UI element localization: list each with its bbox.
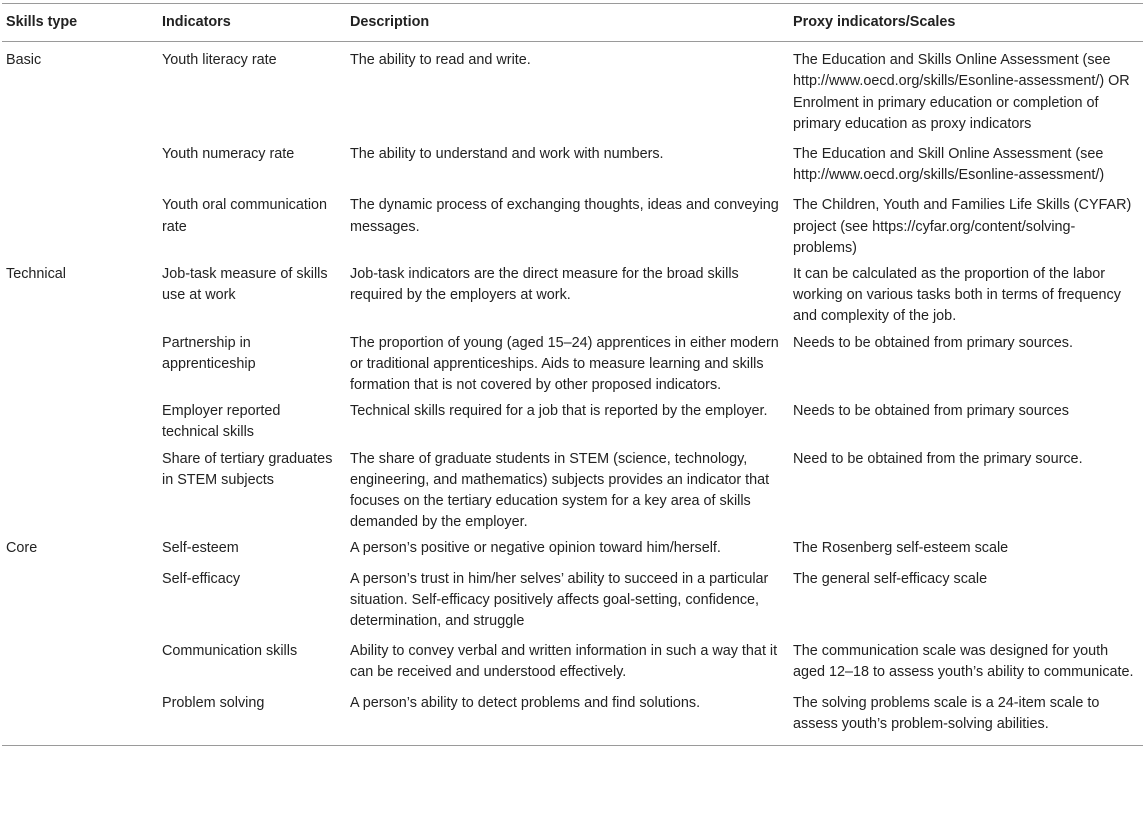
header-description: Description	[346, 4, 789, 42]
cell-proxy: The general self-efficacy scale	[793, 570, 988, 587]
cell-proxy: Need to be obtained from the primary source.	[793, 450, 1083, 467]
cell-skills-type	[2, 689, 158, 746]
table-row	[2, 689, 1143, 746]
cell-description: Ability to convey verbal and written information in such a way that it can be received and understood effectively.	[350, 643, 778, 681]
cell-proxy: The Rosenberg self-esteem scale	[793, 540, 1009, 557]
header-skills-type: Skills type	[2, 4, 158, 42]
cell-proxy: Needs to be obtained from primary sources	[793, 403, 1069, 420]
cell-skills-type: Basic	[6, 52, 42, 69]
cell-proxy: The Children, Youth and Families Life Skills (CYFAR) project (see https://cyfar.org/content/solving-problems)	[793, 197, 1132, 256]
cell-description: The dynamic process of exchanging thoughts, ideas and conveying messages.	[350, 197, 779, 235]
cell-description: Technical skills required for a job that is reported by the employer.	[350, 403, 768, 420]
skills-indicators-table	[2, 3, 1143, 746]
table-row	[2, 42, 1143, 140]
cell-indicator: Self-efficacy	[162, 570, 241, 587]
table-header	[2, 4, 1143, 42]
cell-skills-type: Technical	[6, 266, 66, 283]
cell-description: The proportion of young (aged 15–24) apprentices in either modern or traditional apprenticeships. Aids to measure learning and skills formation that is not covered by other proposed indicators.	[350, 334, 779, 394]
table-row	[2, 140, 1143, 191]
cell-indicator: Youth numeracy rate	[162, 146, 295, 163]
cell-indicator: Share of tertiary graduates in STEM subjects	[162, 450, 333, 488]
cell-indicator: Problem solving	[158, 689, 346, 746]
cell-indicator: Communication skills	[162, 643, 298, 660]
table-row	[2, 260, 1143, 329]
cell-indicator: Job-task measure of skills use at work	[162, 266, 328, 304]
cell-skills-type	[2, 637, 158, 688]
table-row	[2, 534, 1143, 564]
cell-description: A person’s positive or negative opinion toward him/herself.	[350, 540, 721, 557]
cell-proxy: The Education and Skill Online Assessment (see http://www.oecd.org/skills/Esonline-assessment/)	[793, 146, 1105, 184]
cell-indicator: Youth literacy rate	[162, 52, 277, 69]
cell-skills-type	[2, 565, 158, 638]
cell-description: A person’s trust in him/her selves’ ability to succeed in a particular situation. Self-efficacy positively affects goal-setting, confidence, determination, and struggle	[350, 570, 769, 630]
cell-indicator: Employer reported technical skills	[162, 403, 281, 441]
table-row	[2, 397, 1143, 444]
table-row	[2, 329, 1143, 398]
table-row	[2, 445, 1143, 535]
cell-indicator: Self-esteem	[162, 540, 239, 557]
header-row	[2, 4, 1143, 42]
cell-proxy: Needs to be obtained from primary sources.	[793, 334, 1073, 351]
cell-skills-type	[2, 191, 158, 260]
cell-description: A person’s ability to detect problems and find solutions.	[346, 689, 789, 746]
skills-indicators-table-container	[2, 0, 1143, 746]
cell-description: The ability to understand and work with numbers.	[350, 146, 664, 163]
cell-description: Job-task indicators are the direct measure for the broad skills required by the employers at work.	[350, 266, 739, 304]
table-row	[2, 191, 1143, 260]
cell-description: The ability to read and write.	[350, 52, 531, 69]
cell-indicator: Youth oral communication rate	[162, 197, 328, 235]
cell-skills-type	[2, 445, 158, 535]
header-indicators: Indicators	[158, 4, 346, 42]
header-proxy-indicators: Proxy indicators/Scales	[789, 4, 1143, 42]
cell-proxy: The solving problems scale is a 24-item scale to assess youth’s problem-solving abilities.	[789, 689, 1143, 746]
cell-proxy: It can be calculated as the proportion of the labor working on various tasks both in terms of frequency and complexity of the job.	[793, 266, 1121, 325]
cell-skills-type	[2, 140, 158, 191]
cell-proxy: The communication scale was designed for youth aged 12–18 to assess youth’s ability to communicate.	[793, 643, 1134, 681]
cell-skills-type	[2, 397, 158, 444]
cell-description: The share of graduate students in STEM (science, technology, engineering, and mathematics) subjects provides an indicator that focuses on the tertiary education system for a key area of skills demanded by the employer.	[350, 450, 770, 531]
table-row	[2, 637, 1143, 688]
cell-proxy: The Education and Skills Online Assessment (see http://www.oecd.org/skills/Esonline-assessment/) OR Enrolment in primary education or completion of primary education as proxy indicators	[793, 52, 1130, 132]
cell-skills-type	[2, 329, 158, 398]
table-body	[2, 42, 1143, 746]
table-row	[2, 565, 1143, 638]
cell-indicator: Partnership in apprenticeship	[162, 334, 256, 372]
cell-skills-type: Core	[6, 540, 38, 557]
